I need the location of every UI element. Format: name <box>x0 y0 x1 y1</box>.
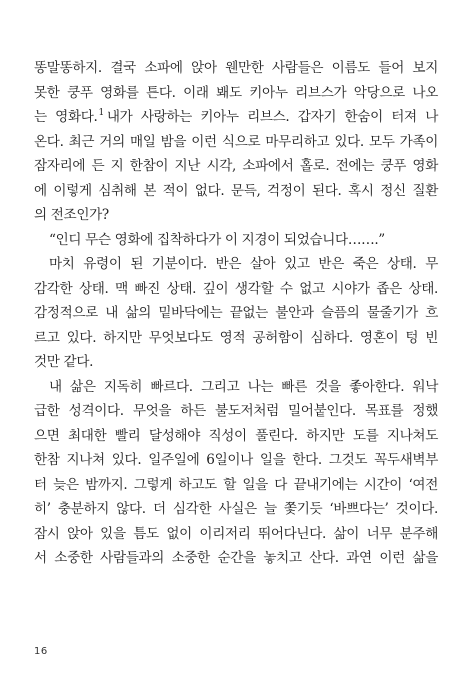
text-line: 내 삶은 지독히 빠르다. 그리고 나는 빠른 것을 좋아한다. 워낙 <box>49 378 438 395</box>
body-text <box>34 56 438 571</box>
text-line: 급한 성격이다. 무엇을 하든 불도저처럼 밀어붙인다. 목표를 정했 <box>34 403 438 419</box>
text-line: 의 전조인가? <box>34 207 109 223</box>
text-line: 똥말똥하지. 결국 소파에 앉아 웬만한 사람들은 이름도 들어 보지 <box>34 60 438 76</box>
text-span: 는 영화다. <box>34 109 98 125</box>
text-line: 서 소중한 사람들과의 소중한 순간을 놓치고 산다. 과연 이런 삶을 <box>34 550 438 566</box>
text-line: 것만 같다. <box>34 354 94 370</box>
text-line: 잠자리에 든 지 한참이 지난 시각, 소파에서 홀로. 전에는 쿵푸 영화 <box>34 158 438 174</box>
text-line: 못한 쿵푸 영화를 튼다. 이래 봬도 키아누 리브스가 악당으로 나오 <box>34 84 438 101</box>
text-line: 잠시 앉아 있을 틈도 없이 이리저리 뛰어다닌다. 삶이 너무 분주해 <box>34 525 438 542</box>
text-line: 터 늦은 밤까지. 그렇게 하고도 할 일을 다 끝내기에는 시간이 ‘여전 <box>34 476 438 493</box>
page-number: 16 <box>34 646 48 657</box>
footnote-marker: 1 <box>98 108 104 119</box>
quote-line: “인디 무슨 영화에 집착하다가 이 지경이 되었습니다…….” <box>49 231 385 248</box>
text-span: 내가 사랑하는 키아누 리브스. 갑자기 한숨이 터져 나 <box>106 109 438 125</box>
text-line: 에 이렇게 심취해 본 적이 없다. 문득, 걱정이 된다. 혹시 정신 질환 <box>34 182 438 199</box>
text-line: 온다. 최근 거의 매일 밤을 이런 식으로 마무리하고 있다. 모두 가족이 <box>34 133 438 150</box>
text-line: 감각한 상태. 맥 빠진 상태. 깊이 생각할 수 없고 시야가 좁은 상태. <box>34 280 438 297</box>
text-line <box>34 105 438 130</box>
text-line: 한참 지나쳐 있다. 일주일에 6일이나 일을 한다. 그것도 꼭두새벽부 <box>34 452 438 468</box>
text-line: 르고 있다. 하지만 무엇보다도 영적 공허함이 심하다. 영혼이 텅 빈 <box>34 329 438 346</box>
text-line: 감정적으로 내 삶의 밑바닥에는 끝없는 불안과 슬픔의 물줄기가 흐 <box>34 305 438 321</box>
text-line: 으면 최대한 빨리 달성해야 직성이 풀린다. 하지만 도를 지나쳐도 <box>34 427 438 444</box>
text-line: 마치 유령이 된 기분이다. 반은 살아 있고 반은 죽은 상태. 무 <box>49 256 438 272</box>
text-line: 히’ 충분하지 않다. 더 심각한 사실은 늘 쫓기듯 ‘바쁘다는’ 것이다. <box>34 501 438 517</box>
